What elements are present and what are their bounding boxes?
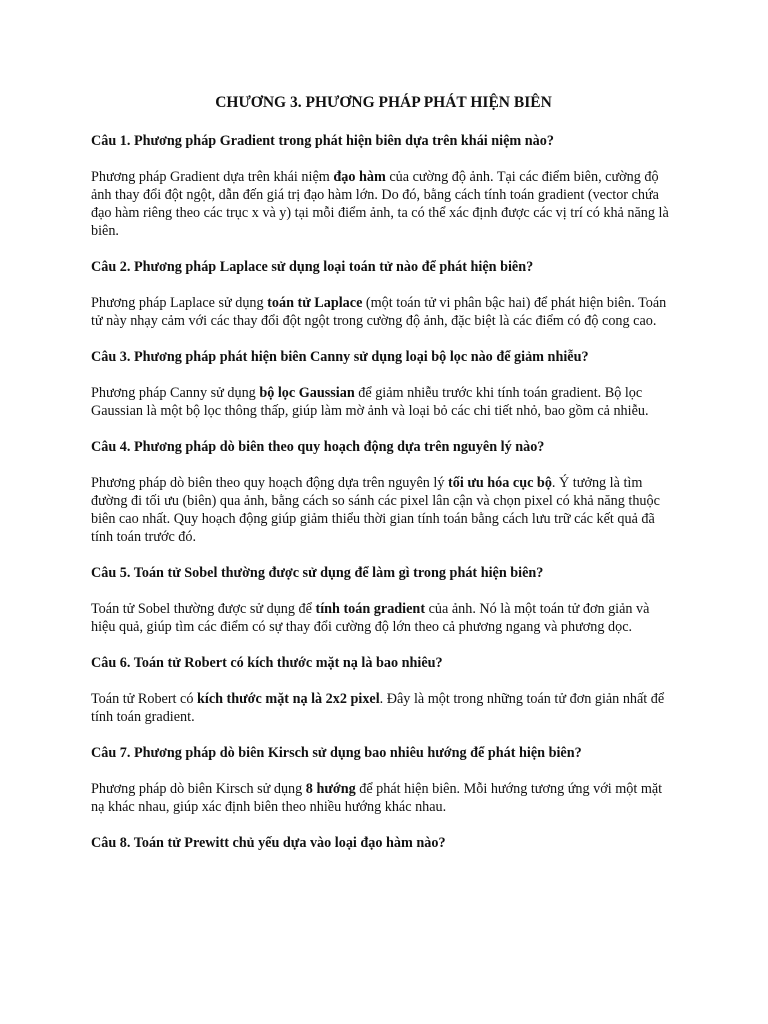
answer-2-emphasis: toán tử Laplace	[267, 295, 363, 311]
answer-1-emphasis: đạo hàm	[333, 169, 386, 185]
question-8: Câu 8. Toán tử Prewitt chủ yếu dựa vào loại đạo hàm nào?	[91, 835, 446, 851]
answer-4-text: Phương pháp dò biên theo quy hoạch động dựa trên nguyên lý	[91, 475, 449, 491]
answer-1-rest: của cường độ ảnh. Tại các điểm biên, cường độ ảnh thay đổi đột ngột, dẫn đến giá trị đạo hàm lớn. Do đó, bằng cách tính toán gradient (vector chứa đạo hàm riêng theo các trục x và y) tại mỗi điểm ảnh, ta có thể xác định được các vị trí có khả năng là biên.	[91, 169, 669, 239]
answer-1	[91, 168, 676, 240]
question-2: Câu 2. Phương pháp Laplace sử dụng loại toán tử nào để phát hiện biên?	[91, 259, 534, 275]
answer-5-rest: của ảnh. Nó là một toán tử đơn giản và hiệu quả, giúp tìm các điểm có sự thay đổi cường độ lớn theo cả phương ngang và phương dọc.	[91, 601, 650, 635]
qa-item-1	[91, 132, 676, 240]
qa-item-2	[91, 258, 676, 330]
answer-7-emphasis: 8 hướng	[305, 781, 356, 797]
answer-4-emphasis: tối ưu hóa cục bộ	[448, 475, 552, 491]
answer-7-text: Phương pháp dò biên Kirsch sử dụng	[91, 781, 306, 797]
answer-4	[91, 474, 676, 546]
qa-item-6	[91, 654, 676, 726]
answer-3-rest: để giảm nhiễu trước khi tính toán gradient. Bộ lọc Gaussian là một bộ lọc thông thấp, giúp làm mờ ảnh và loại bỏ các chi tiết nhỏ, bao gồm cả nhiễu.	[91, 385, 649, 419]
answer-7-rest: để phát hiện biên. Mỗi hướng tương ứng với một mặt nạ khác nhau, giúp xác định biên theo nhiều hướng khác nhau.	[91, 781, 663, 815]
question-6: Câu 6. Toán tử Robert có kích thước mặt nạ là bao nhiêu?	[91, 655, 443, 671]
answer-6-rest: . Đây là một trong những toán tử đơn giản nhất để tính toán gradient.	[91, 691, 665, 725]
answer-6-text: Toán tử Robert có	[91, 691, 197, 707]
answer-5-text: Toán tử Sobel thường được sử dụng để	[91, 601, 316, 617]
answer-3-emphasis: bộ lọc Gaussian	[259, 385, 355, 401]
question-3: Câu 3. Phương pháp phát hiện biên Canny sử dụng loại bộ lọc nào để giảm nhiễu?	[91, 349, 589, 365]
answer-2-text: Phương pháp Laplace sử dụng	[91, 295, 268, 311]
answer-2	[91, 294, 676, 330]
qa-item-7	[91, 744, 676, 816]
question-1: Câu 1. Phương pháp Gradient trong phát hiện biên dựa trên khái niệm nào?	[91, 133, 554, 149]
answer-6-emphasis: kích thước mặt nạ là 2x2 pixel	[196, 691, 380, 707]
question-4: Câu 4. Phương pháp dò biên theo quy hoạch động dựa trên nguyên lý nào?	[91, 439, 545, 455]
answer-3-text: Phương pháp Canny sử dụng	[91, 385, 260, 401]
answer-2-rest: (một toán tử vi phân bậc hai) để phát hiện biên. Toán tử này nhạy cảm với các thay đổi đột ngột trong cường độ ảnh, đặc biệt là các điểm có độ cong cao.	[91, 295, 667, 329]
answer-1-text: Phương pháp Gradient dựa trên khái niệm	[91, 169, 334, 185]
answer-6	[91, 690, 676, 726]
question-7: Câu 7. Phương pháp dò biên Kirsch sử dụng bao nhiêu hướng để phát hiện biên?	[91, 745, 582, 761]
question-5: Câu 5. Toán tử Sobel thường được sử dụng để làm gì trong phát hiện biên?	[91, 565, 544, 581]
qa-item-5	[91, 564, 676, 636]
answer-5	[91, 600, 676, 636]
chapter-title: CHƯƠNG 3. PHƯƠNG PHÁP PHÁT HIỆN BIÊN	[215, 94, 552, 111]
answer-3	[91, 384, 676, 420]
qa-item-3	[91, 348, 676, 420]
answer-5-emphasis: tính toán gradient	[315, 601, 426, 617]
qa-item-8	[91, 834, 676, 852]
answer-4-rest: . Ý tưởng là tìm đường đi tối ưu (biên) qua ảnh, bằng cách so sánh các pixel lân cận và chọn pixel có khả năng thuộc biên cao nhất. Quy hoạch động giúp giảm thiểu thời gian tính toán bằng cách lưu trữ các kết quả đã tính toán trước đó.	[91, 475, 660, 545]
qa-item-4	[91, 438, 676, 546]
answer-7	[91, 780, 676, 816]
